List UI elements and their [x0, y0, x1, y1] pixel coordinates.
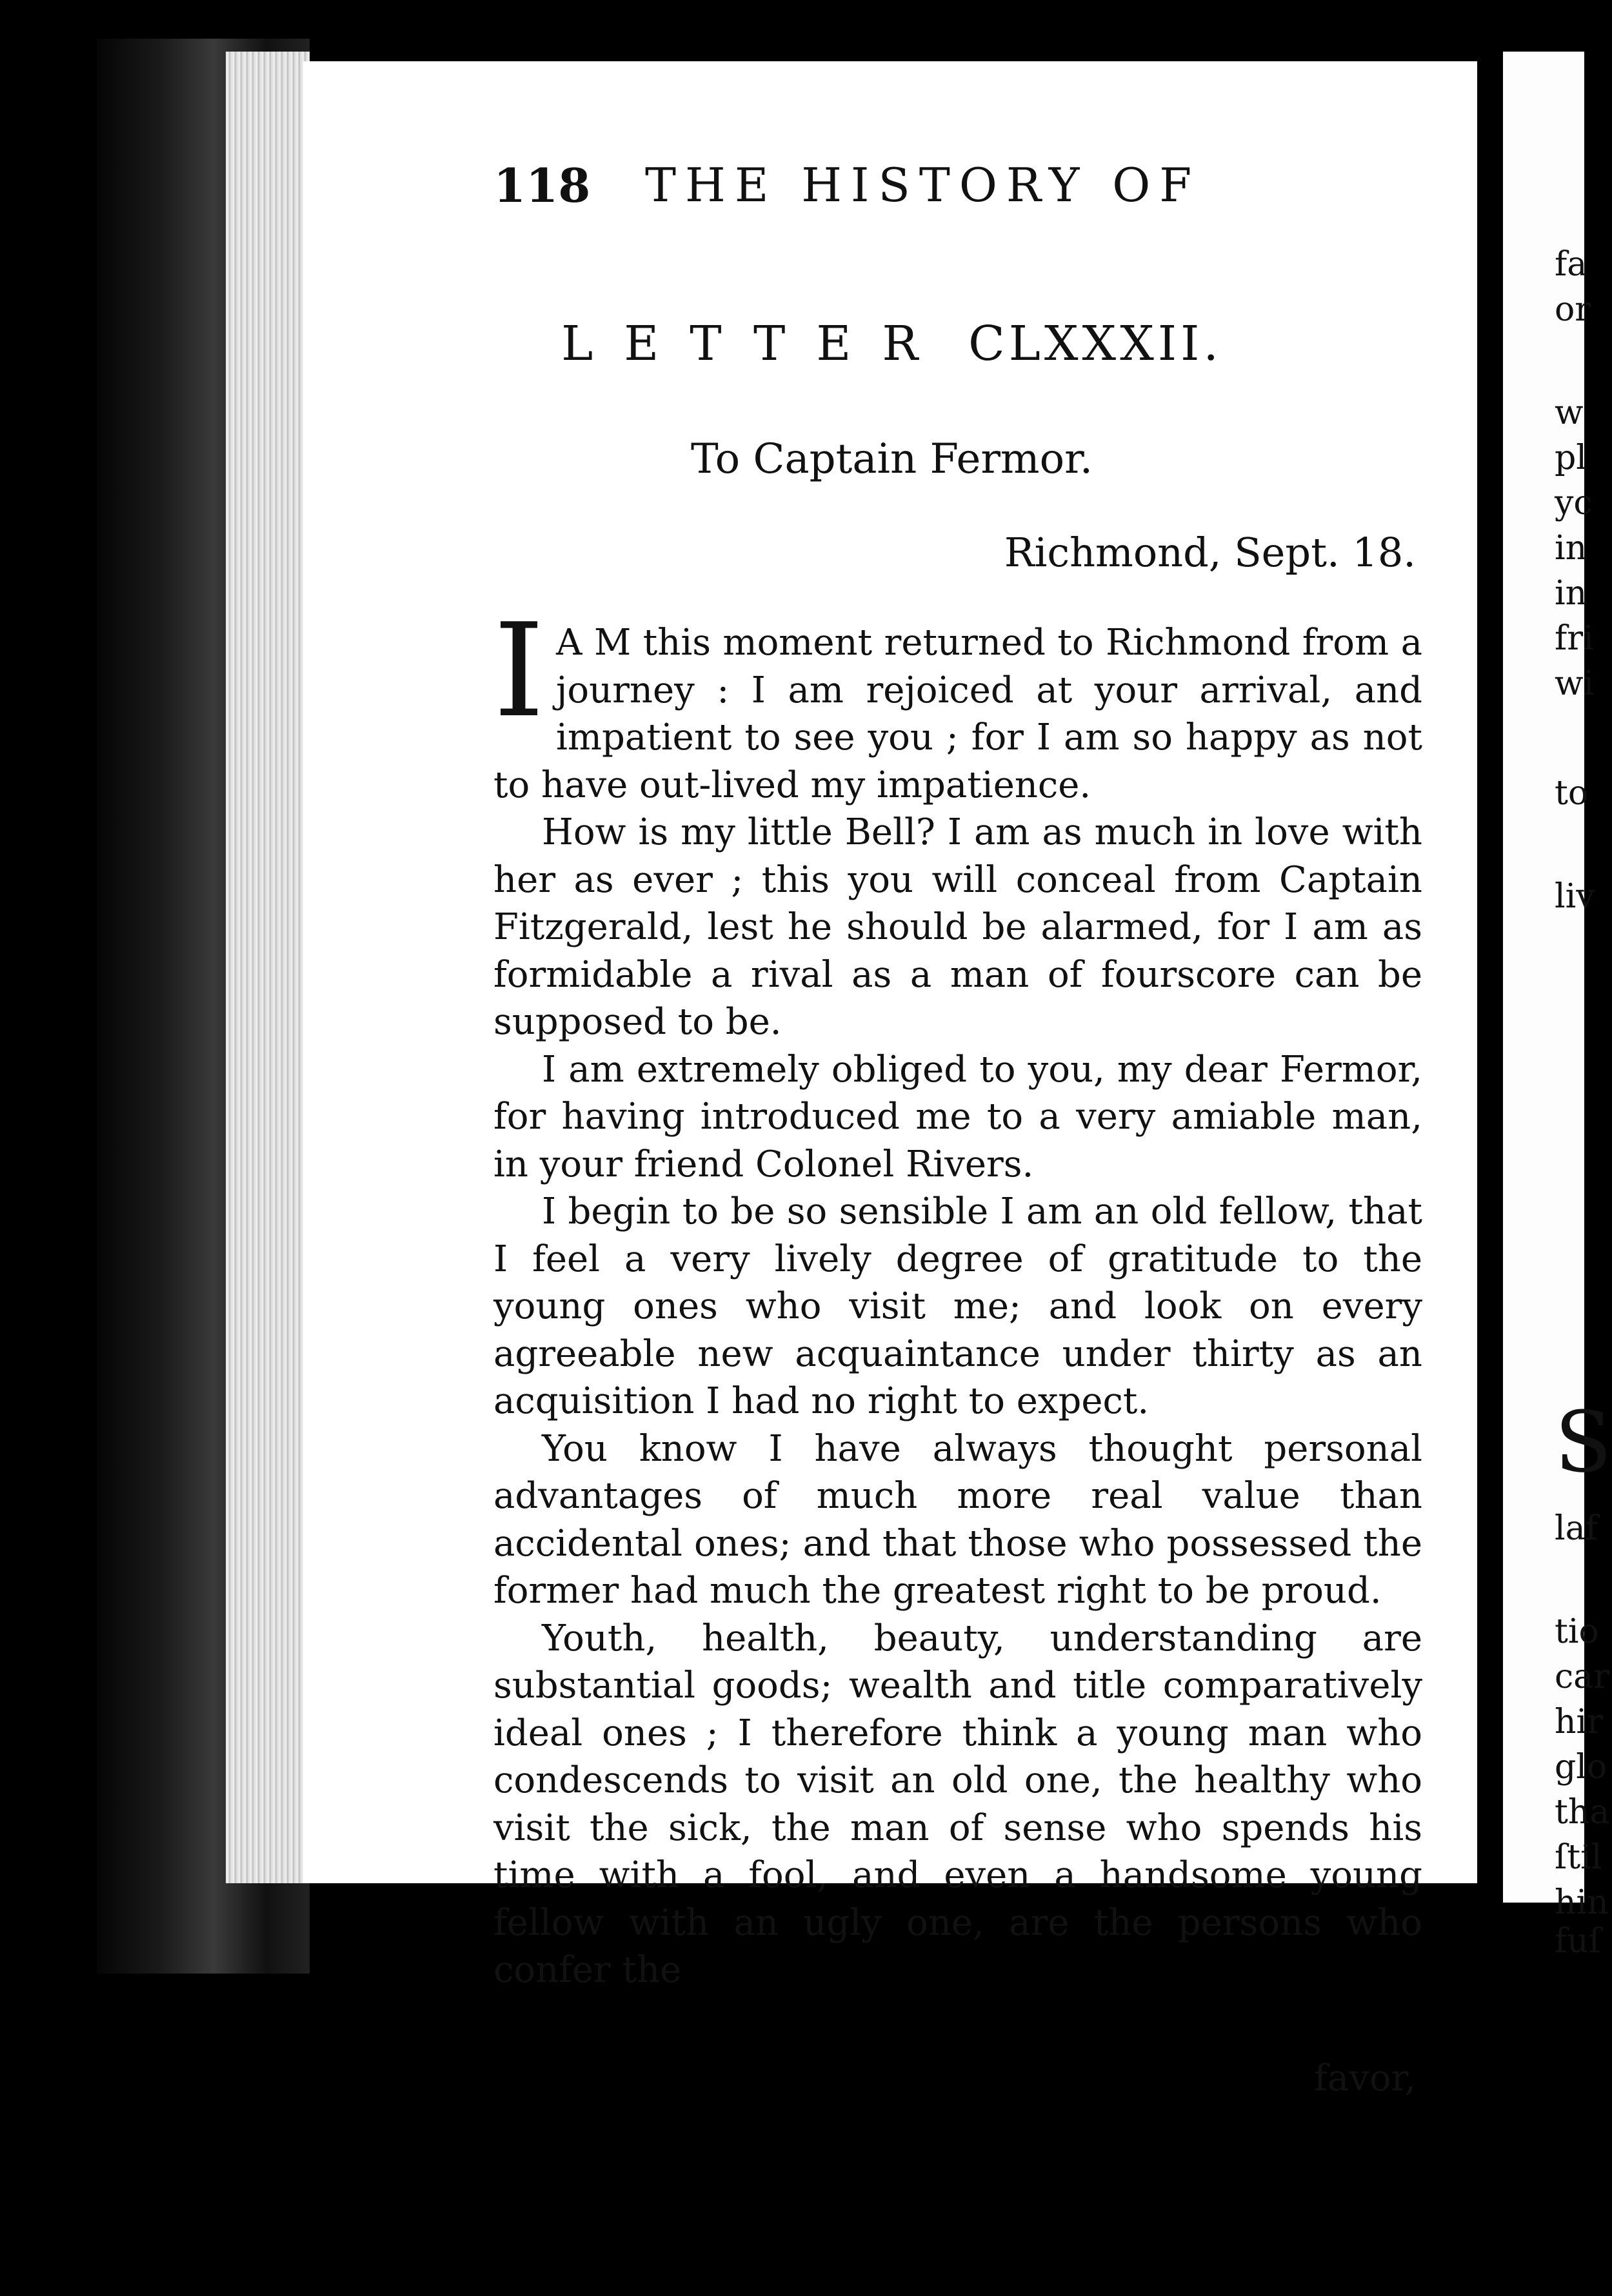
facing-text-fragment: yc [1555, 484, 1593, 522]
facing-text-fragment: car [1555, 1658, 1609, 1696]
facing-text-fragment: fuſ [1555, 1922, 1601, 1961]
facing-text-fragment: laf [1555, 1509, 1598, 1548]
facing-text-fragment: hir [1555, 1703, 1603, 1741]
facing-text-fragment: in [1555, 529, 1587, 568]
book-page [303, 61, 1480, 2099]
letter-dateline: Richmond, Sept. 18. [1004, 529, 1416, 576]
paragraph: You know I have always thought personal advantages of much more real value than accidental ones; and that those who possessed the former had much the greatest right to be proud. [493, 1427, 1422, 1612]
facing-text-fragment: ſtil [1555, 1838, 1602, 1877]
facing-text-fragment: pl [1555, 439, 1587, 477]
facing-text-fragment: tio [1555, 1612, 1599, 1651]
paragraph: I am extremely obliged to you, my dear Fermor, for having introduced me to a very amiable man, in your friend Colonel Rivers. [493, 1048, 1422, 1185]
paragraph: How is my little Bell? I am as much in love with her as ever ; this you will conceal from Captain Fitzgerald, lest he should be alarmed, for I am as formidable a rival as a man of fourscore can be supposed to be. [493, 811, 1422, 1043]
page-number: 118 [493, 158, 591, 213]
facing-text-fragment: S [1555, 1393, 1612, 1491]
paragraph: Youth, health, beauty, understanding are substantial goods; wealth and title comparatively ideal ones ; I therefore think a young man who condescends to visit an old one, the healthy who visit the sick, the man of sense who spends his time with a fool, and even a handsome young fellow with an ugly one, are the persons who confer the [493, 1617, 1422, 1991]
letter-number: CLXXXII. [968, 316, 1222, 371]
facing-page-edge [1503, 52, 1612, 1961]
facing-text-fragment: hin [1555, 1883, 1609, 1922]
letter-recipient: To Captain Fermor. [690, 435, 1093, 483]
facing-text-fragment: glo [1555, 1748, 1607, 1786]
facing-text-fragment: fri [1555, 619, 1594, 658]
facing-text-fragment: wi [1555, 664, 1595, 703]
facing-text-fragment: w [1555, 393, 1584, 432]
page-edges [226, 52, 310, 1883]
running-head [303, 158, 1480, 216]
facing-text-fragment: tha [1555, 1793, 1610, 1832]
paragraph: I begin to be so sensible I am an old fellow, that I feel a very lively degree of gratitude to the young ones who visit me; and look on every agreeable new acquaintance under thirty as an acquisition I had no right to expect. [493, 1191, 1422, 1422]
gutter-shadow [1477, 52, 1503, 1909]
letter-heading-word: LETTER [561, 316, 950, 371]
letter-body [493, 596, 1422, 1994]
facing-text-fragment: in [1555, 574, 1587, 613]
facing-text-fragment: liv [1555, 877, 1595, 916]
paragraph: I A M this moment returned to Richmond from a journey : I am rejoiced at your arrival, and impatient to see you ; for I am so happy as not to have out-lived my impatience. [493, 596, 1422, 806]
catchword: favor, [1314, 2057, 1416, 2099]
running-head-title: THE HISTORY OF [645, 158, 1201, 212]
drop-cap: I [493, 596, 545, 746]
letter-heading [303, 316, 1480, 371]
facing-text-fragment: or [1555, 290, 1591, 329]
facing-text-fragment: fa [1555, 245, 1587, 284]
facing-text-fragment: to [1555, 774, 1589, 813]
